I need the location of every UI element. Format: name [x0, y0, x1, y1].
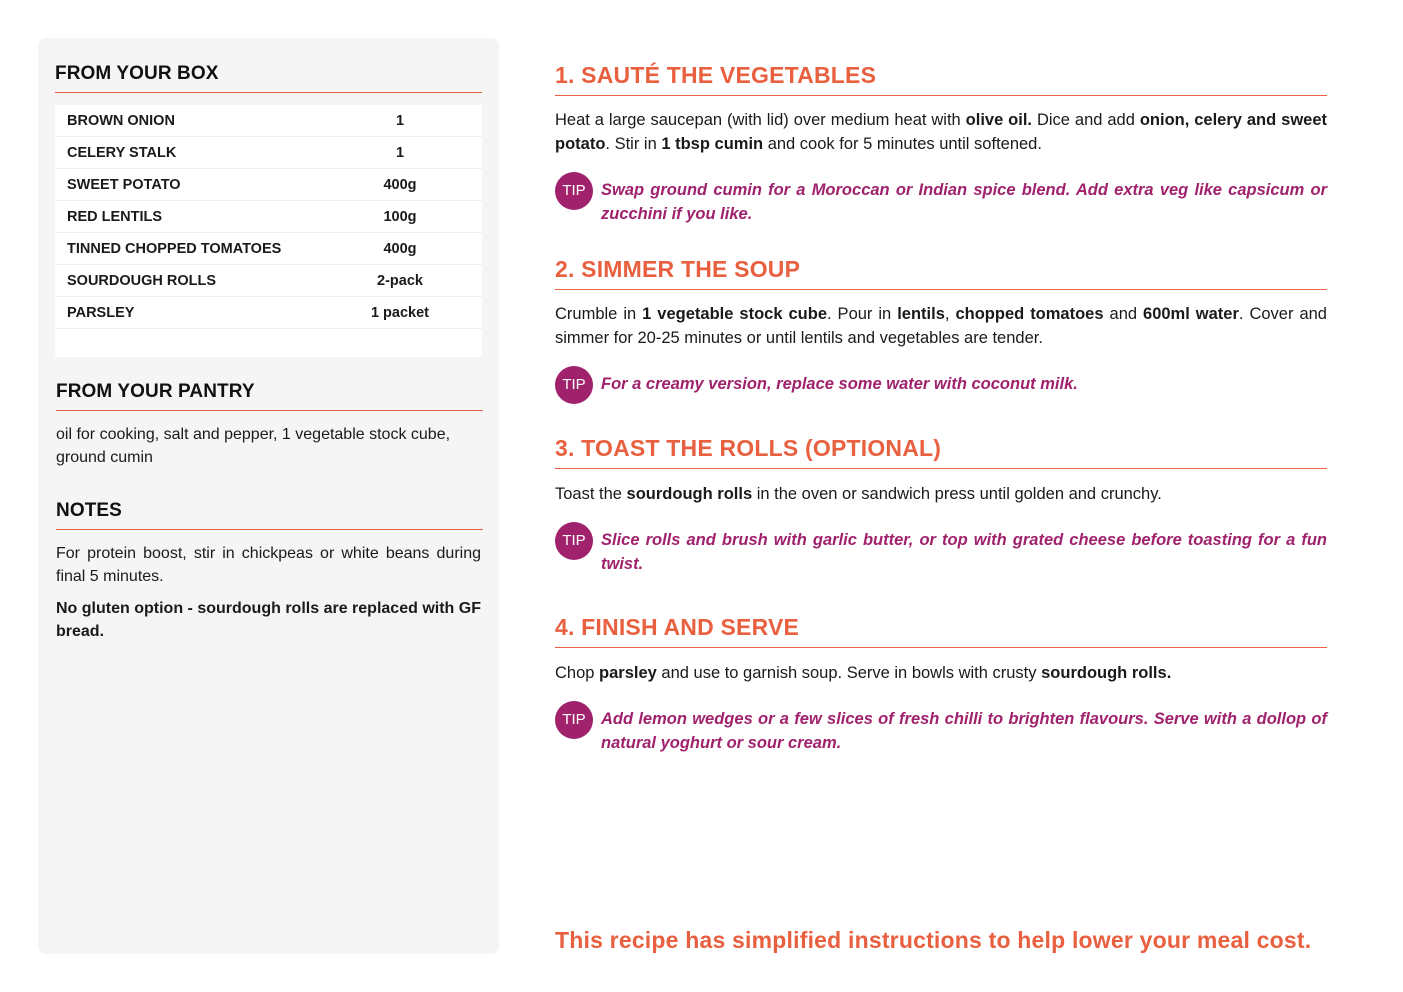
- bold-text-segment: 1 vegetable stock cube: [642, 305, 827, 323]
- table-row: [55, 297, 482, 329]
- ingredient-qty: 400g: [383, 176, 417, 193]
- ingredient-name: PARSLEY: [67, 304, 135, 321]
- pantry-heading: FROM YOUR PANTRY: [56, 381, 483, 411]
- step-1-tip: [555, 178, 1327, 226]
- ingredient-qty: 2-pack: [377, 272, 423, 289]
- step-2-title: 2. SIMMER THE SOUP: [555, 256, 1327, 290]
- step-1-text: [555, 108, 1327, 156]
- tip-badge: TIP: [555, 366, 593, 404]
- bold-text-segment: sourdough rolls: [626, 485, 753, 503]
- ingredient-name: SWEET POTATO: [67, 176, 181, 193]
- text-segment: in the oven or sandwich press until golden and crunchy.: [752, 485, 1162, 503]
- ingredients-table: [55, 105, 482, 357]
- ingredient-qty: 1: [395, 144, 405, 161]
- step-3-tip: [555, 528, 1327, 576]
- table-row: [55, 169, 482, 201]
- step-1-title: 1. SAUTÉ THE VEGETABLES: [555, 62, 1327, 96]
- step-3-text: [555, 482, 1327, 506]
- ingredient-qty: 100g: [383, 208, 417, 225]
- tip-text: Slice rolls and brush with garlic butter, or top with grated cheese before toasting for a fun twist.: [601, 531, 1327, 573]
- ingredient-name: BROWN ONION: [67, 112, 175, 129]
- footer-note: This recipe has simplified instructions to help lower your meal cost.: [555, 927, 1312, 953]
- step-3-title: 3. TOAST THE ROLLS (OPTIONAL): [555, 435, 1327, 469]
- text-segment: . Pour in: [827, 305, 898, 323]
- ingredient-name: SOURDOUGH ROLLS: [67, 272, 217, 289]
- text-segment: . Stir in: [605, 135, 662, 153]
- bold-text-segment: 1 tbsp cumin: [661, 135, 764, 153]
- ingredient-qty: 1 packet: [370, 304, 430, 321]
- ingredient-name: TINNED CHOPPED TOMATOES: [67, 240, 282, 257]
- bold-text-segment: chopped tomatoes: [955, 305, 1104, 323]
- text-segment: Dice and add: [1032, 111, 1140, 129]
- notes-heading: NOTES: [56, 500, 483, 530]
- pantry-text: oil for cooking, salt and pepper, 1 vegetable stock cube, ground cumin: [56, 426, 451, 466]
- ingredient-qty: 400g: [383, 240, 417, 257]
- bold-text-segment: olive oil.: [965, 111, 1033, 129]
- notes-text: For protein boost, stir in chickpeas or white beans during final 5 minutes.: [56, 545, 481, 585]
- text-segment: Crumble in: [555, 305, 643, 323]
- table-row: [55, 201, 482, 233]
- text-segment: Chop: [555, 664, 600, 682]
- table-row: [55, 265, 482, 297]
- text-segment: and use to garnish soup. Serve in bowls with crusty: [656, 664, 1042, 682]
- notes-gluten-text: No gluten option - sourdough rolls are replaced with GF bread.: [56, 600, 481, 640]
- from-box-heading: FROM YOUR BOX: [55, 63, 482, 93]
- table-row: [55, 105, 482, 137]
- text-segment: and: [1103, 305, 1144, 323]
- tip-badge: TIP: [555, 701, 593, 739]
- step-2-tip: [555, 372, 1327, 404]
- bold-text-segment: 600ml water: [1143, 305, 1239, 323]
- bold-text-segment: lentils: [897, 305, 945, 323]
- text-segment: Toast the: [555, 485, 627, 503]
- tip-badge: TIP: [555, 172, 593, 210]
- bold-text-segment: sourdough rolls.: [1041, 664, 1172, 682]
- text-segment: and cook for 5 minutes until softened.: [763, 135, 1042, 153]
- table-row: [55, 233, 482, 265]
- bold-text-segment: onion, celery and sweet potato: [555, 111, 1328, 153]
- bold-text-segment: parsley: [599, 664, 657, 682]
- step-4-tip: [555, 707, 1327, 755]
- text-segment: ,: [944, 305, 956, 323]
- step-2-text: [555, 302, 1327, 350]
- table-row: [55, 137, 482, 169]
- tip-text: Swap ground cumin for a Moroccan or Indian spice blend. Add extra veg like capsicum or zucchini if you like.: [601, 181, 1327, 223]
- text-segment: . Cover and simmer for 20-25 minutes or until lentils and vegetables are tender.: [555, 305, 1327, 347]
- ingredient-name: RED LENTILS: [67, 208, 163, 225]
- ingredient-qty: 1: [395, 112, 405, 129]
- tip-badge: TIP: [555, 522, 593, 560]
- text-segment: Heat a large saucepan (with lid) over medium heat with: [555, 111, 966, 129]
- ingredient-name: CELERY STALK: [67, 144, 177, 161]
- tip-text: Add lemon wedges or a few slices of fresh chilli to brighten flavours. Serve with a dollop of natural yoghurt or sour cream.: [601, 710, 1327, 752]
- step-4-title: 4. FINISH AND SERVE: [555, 614, 1327, 648]
- ingredients-sidebar: [38, 38, 499, 954]
- tip-text: For a creamy version, replace some water with coconut milk.: [601, 375, 1078, 393]
- step-4-text: [555, 661, 1327, 685]
